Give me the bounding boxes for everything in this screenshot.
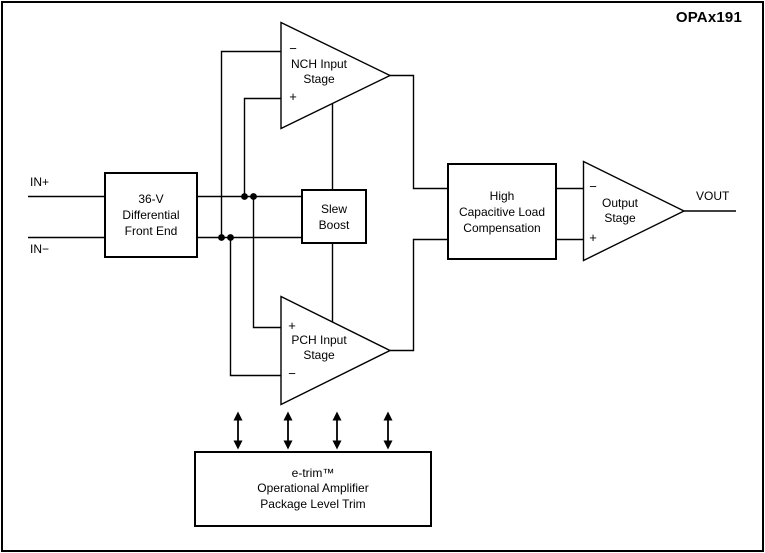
trim-arrow bbox=[384, 412, 393, 450]
slew-boost-text-line: Slew bbox=[320, 201, 347, 216]
wire-pch-output bbox=[390, 240, 447, 351]
wire-pch-inverting-input bbox=[231, 238, 282, 376]
pch-label-line: Stage bbox=[303, 348, 335, 362]
output-noninverting-sign: + bbox=[589, 230, 597, 245]
wire-pch-noninverting-input bbox=[254, 197, 282, 328]
slew-boost-text-line: Boost bbox=[318, 217, 350, 232]
load-compensation-block bbox=[447, 163, 557, 260]
output-label-line: Output bbox=[601, 196, 639, 210]
pch-noninverting-sign: + bbox=[288, 318, 296, 333]
nch-inverting-sign: − bbox=[289, 41, 297, 56]
vout-label: VOUT bbox=[696, 189, 730, 203]
junction-dot bbox=[250, 193, 257, 200]
trim-arrow bbox=[284, 412, 293, 450]
pch-inverting-sign: − bbox=[288, 366, 296, 381]
pch-label-line: PCH Input bbox=[291, 333, 347, 347]
junction-dot bbox=[227, 234, 234, 241]
junction-dot bbox=[241, 193, 248, 200]
nch-label-line: NCH Input bbox=[290, 57, 348, 71]
front-end-text-line: 36-V bbox=[138, 192, 164, 206]
trim-arrow bbox=[234, 412, 243, 450]
front-end-text-line: Differential bbox=[122, 208, 180, 222]
wire-nch-inverting-input bbox=[222, 52, 282, 238]
trim-arrow bbox=[333, 412, 342, 450]
etrim-block bbox=[194, 451, 432, 527]
output-label-line: Stage bbox=[604, 211, 636, 225]
etrim-text-line: Operational Amplifier bbox=[257, 481, 369, 496]
nch-input-stage-label bbox=[281, 57, 357, 87]
slew-boost-block bbox=[301, 189, 367, 244]
wire-nch-output bbox=[390, 76, 447, 189]
nch-label-line: Stage bbox=[303, 72, 335, 86]
junction-dot bbox=[218, 234, 225, 241]
load-compensation-text-line: Compensation bbox=[463, 220, 541, 235]
nch-noninverting-sign: + bbox=[289, 89, 297, 104]
page-title: OPAx191 bbox=[675, 9, 742, 26]
in-plus-label: IN+ bbox=[30, 175, 50, 189]
pch-input-stage-label bbox=[281, 333, 357, 363]
load-compensation-text-line: High bbox=[489, 188, 515, 203]
in-minus-label: IN− bbox=[30, 242, 50, 256]
front-end-text-line: Front End bbox=[124, 224, 178, 238]
wire-nch-noninverting-input bbox=[245, 99, 282, 197]
output-stage-label bbox=[584, 196, 656, 226]
etrim-text-line: e-trim™ bbox=[291, 465, 335, 480]
output-inverting-sign: − bbox=[589, 179, 597, 194]
load-compensation-text-line: Capacitive Load bbox=[458, 204, 546, 219]
etrim-text-line: Package Level Trim bbox=[260, 496, 366, 511]
front-end-block bbox=[104, 172, 198, 258]
